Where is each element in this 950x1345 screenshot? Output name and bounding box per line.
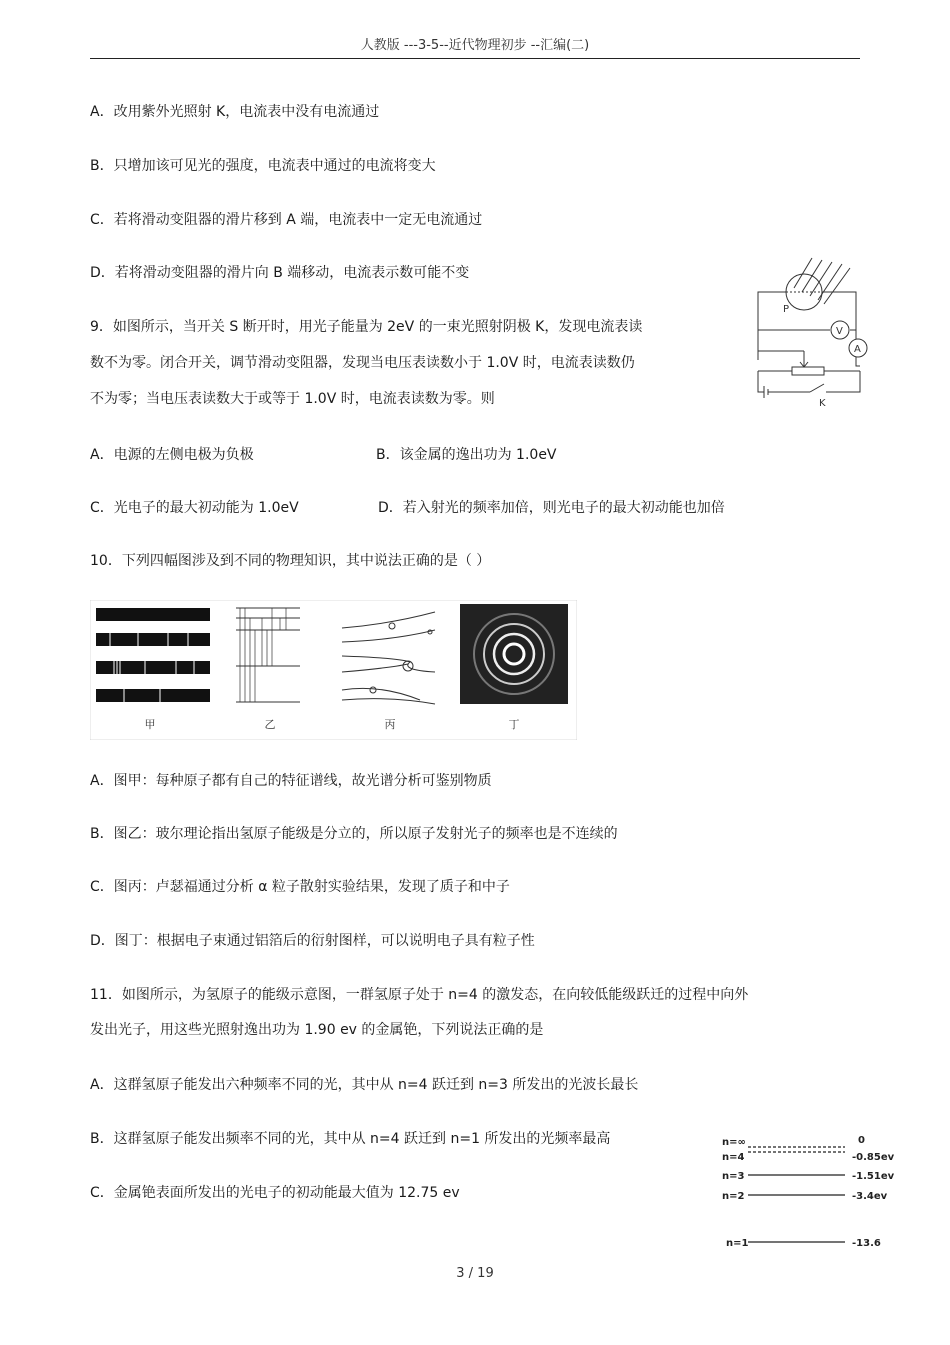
q10-option-c: C．图丙：卢瑟福通过分析 α 粒子散射实验结果，发现了质子和中子 [90,879,510,895]
level-energy-n3: -1.51ev [852,1171,895,1182]
voltmeter-label: V [836,326,843,337]
figure-caption-bing: 丙 [384,718,396,731]
ammeter-label: A [854,344,861,355]
q10-option-b: B．图乙：玻尔理论指出氢原子能级是分立的，所以原子发射光子的频率也是不连续的 [90,826,618,842]
q8-option-a: A．改用紫外光照射 K，电流表中没有电流通过 [90,104,380,120]
q8-option-c: C．若将滑动变阻器的滑片移到 A 端，电流表中一定无电流通过 [90,212,483,228]
level-label-n-inf: n=∞ [722,1137,746,1148]
header-rule [90,58,860,59]
q10-stem: 10．下列四幅图涉及到不同的物理知识，其中说法正确的是（ ） [90,553,491,569]
level-label-n3: n=3 [722,1171,745,1182]
level-label-n2: n=2 [722,1191,745,1202]
q9-stem-line-2: 数不为零。闭合开关，调节滑动变阻器，发现当电压表读数小于 1.0V 时，电流表读数仍 [90,355,635,371]
q9-option-a: A．电源的左侧电极为负极 [90,447,254,463]
figure-caption-ding: 丁 [508,718,520,731]
q9-option-b: B．该金属的逸出功为 1.0eV [376,447,557,463]
level-energy-n1: -13.6 [852,1238,881,1249]
q10-option-d: D．图丁：根据电子束通过铝箔后的衍射图样，可以说明电子具有粒子性 [90,933,535,949]
q9-stem-line-1: 9．如图所示，当开关 S 断开时，用光子能量为 2eV 的一束光照射阴极 K，发现电流表读 [90,319,643,335]
photoelectric-circuit-diagram [752,250,882,410]
level-energy-n2: -3.4ev [852,1191,888,1202]
figure-caption-jia: 甲 [144,718,156,731]
hydrogen-level-diagram [720,1132,900,1257]
level-energy-n-inf: 0 [858,1135,865,1146]
q10-option-a: A．图甲：每种原子都有自己的特征谱线，故光谱分析可鉴别物质 [90,773,492,789]
q8-option-b: B．只增加该可见光的强度，电流表中通过的电流将变大 [90,158,436,174]
figure-caption-yi: 乙 [264,718,276,731]
q11-option-c: C．金属铯表面所发出的光电子的初动能最大值为 12.75 ev [90,1185,460,1201]
q11-option-a: A．这群氢原子能发出六种频率不同的光，其中从 n=4 跃迁到 n=3 所发出的光波长最长 [90,1077,639,1093]
level-label-n1: n=1 [726,1238,749,1249]
q11-option-b: B．这群氢原子能发出频率不同的光，其中从 n=4 跃迁到 n=1 所发出的光频率最高 [90,1131,611,1147]
q11-stem-line-2: 发出光子，用这些光照射逸出功为 1.90 ev 的金属铯，下列说法正确的是 [90,1022,544,1038]
level-energy-n4: -0.85ev [852,1152,895,1163]
q11-stem-line-1: 11．如图所示，为氢原子的能级示意图，一群氢原子处于 n=4 的激发态，在向较低能级跃迁的过程中向外 [90,987,749,1003]
level-label-n4: n=4 [722,1152,745,1163]
q9-option-c: C．光电子的最大初动能为 1.0eV [90,500,299,516]
page-header: 人教版 ---3-5--近代物理初步 --汇编(二) [360,38,590,53]
page-number: 3 / 19 [456,1266,494,1281]
diffraction-panel [460,604,568,704]
switch-label: K [819,398,826,409]
circuit-label-p: P [783,304,790,315]
q9-stem-line-3: 不为零；当电压表读数大于或等于 1.0V 时，电流表读数为零。则 [90,391,495,407]
q9-option-d: D．若入射光的频率加倍，则光电子的最大初动能也加倍 [378,500,725,516]
q8-option-d: D．若将滑动变阻器的滑片向 B 端移动，电流表示数可能不变 [90,265,470,281]
q10-figure-strip [90,600,577,740]
